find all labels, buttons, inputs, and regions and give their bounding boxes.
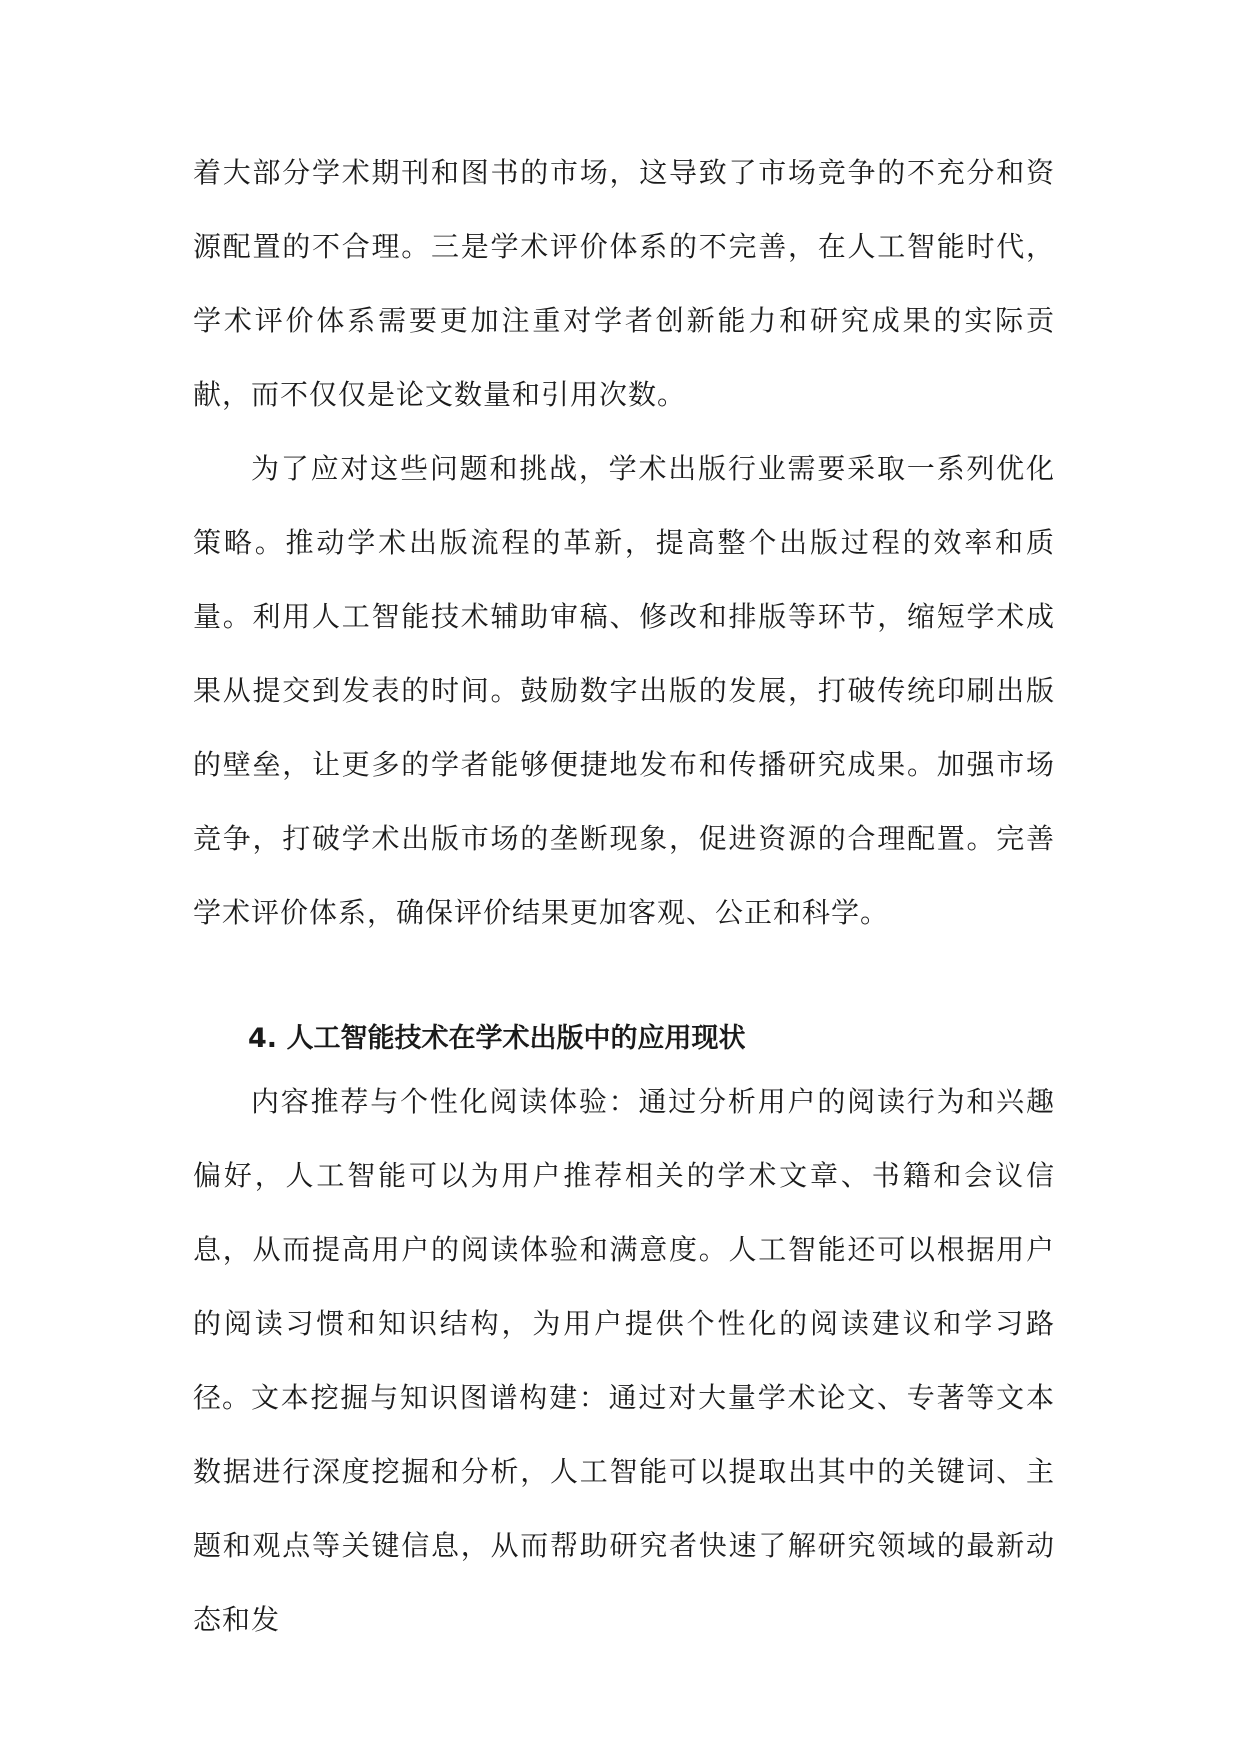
paragraph-content-recommendation: 内容推荐与个性化阅读体验：通过分析用户的阅读行为和兴趣偏好，人工智能可以为用户推荐相关的学术文章、书籍和会议信息，从而提高用户的阅读体验和满意度。人工智能还可以根据用户的阅读习惯和知识结构，为用户提供个性化的阅读建议和学习路径。 [193,1085,1055,1414]
paragraph-continuation: 着大部分学术期刊和图书的市场，这导致了市场竞争的不充分和资源配置的不合理。三是学术评价体系的不完善，在人工智能时代，学术评价体系需要更加注重对学者创新能力和研究成果的实际贡献，而不仅仅是论文数量和引用次数。 [193,156,1055,411]
section-heading: 4. 人工智能技术在学术出版中的应用现状 [248,1023,746,1054]
paragraph-optimization-strategies: 为了应对这些问题和挑战，学术出版行业需要采取一系列优化策略。推动学术出版流程的革新，提高整个出版过程的效率和质量。利用人工智能技术辅助审稿、修改和排版等环节，缩短学术成果从提交到发表的时间。鼓励数字出版的发展，打破传统印刷出版的壁垒，让更多的学者能够便捷地发布和传播研究成果。加强市场竞争，打破学术出版市场的垄断现象，促进资源的合理配置。完善学术评价体系，确保评价结果更加客观、公正和科学。 [193,452,1055,929]
paragraph-text-mining: 文本挖掘与知识图谱构建：通过对大量学术论文、专著等文本数据进行深度挖掘和分析，人工智能可以提取出其中的关键词、主题和观点等关键信息，从而帮助研究者快速了解研究领域的最新动态和发 [193,1381,1055,1636]
